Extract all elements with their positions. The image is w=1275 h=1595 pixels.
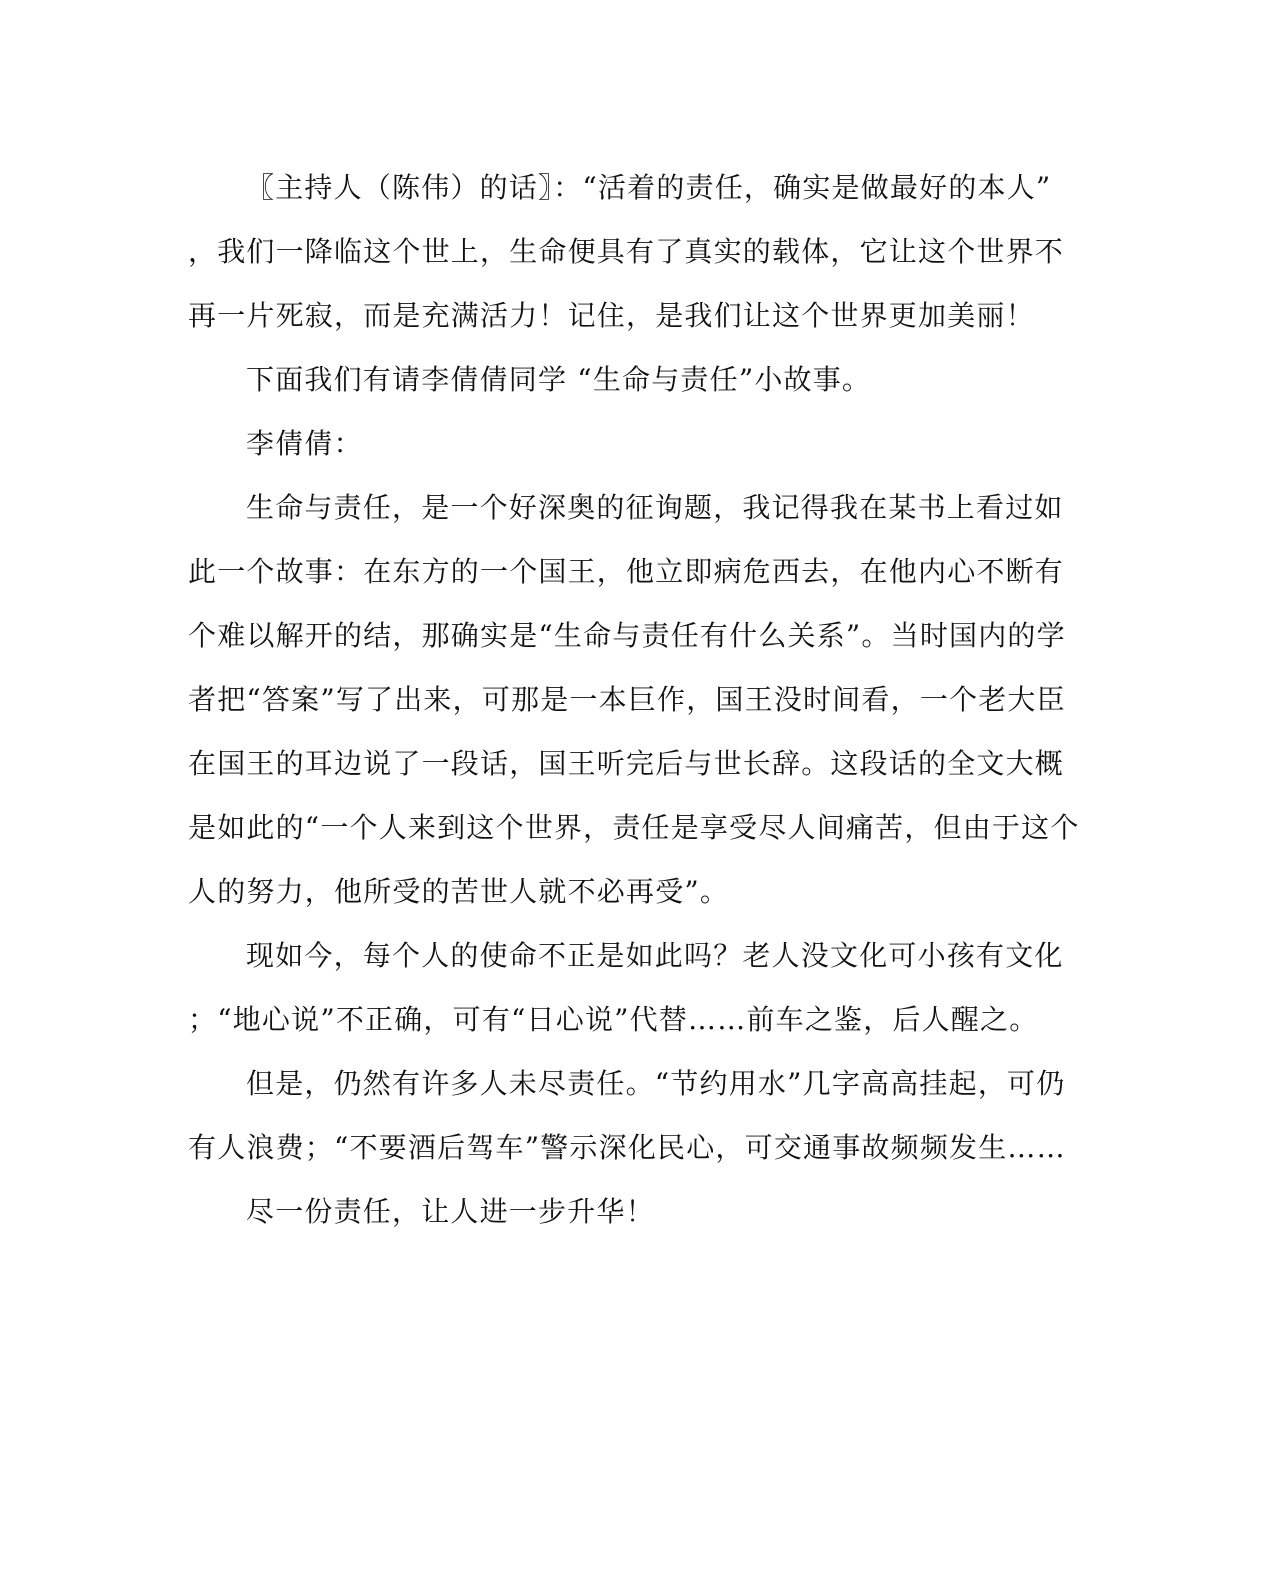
paragraph-host-speech — [188, 156, 1068, 348]
paragraph-line: 下面我们有请李倩倩同学 “生命与责任”小故事。 — [246, 363, 872, 396]
paragraph-conclusion — [188, 1180, 1068, 1244]
paragraph-line: 〖主持人（陈伟）的话〗：“活着的责任，确实是做最好的本人” — [246, 171, 1052, 204]
paragraph-line: 是如此的“一个人来到这个世界，责任是享受尽人间痛苦，但由于这个 — [188, 811, 1080, 844]
paragraph-line: 个难以解开的结，那确实是“生命与责任有什么关系”。当时国内的学 — [188, 619, 1066, 652]
paragraph-line: 再一片死寂，而是充满活力！记住，是我们让这个世界更加美丽！ — [188, 299, 1035, 332]
paragraph-line: 人的努力，他所受的苦世人就不必再受”。 — [188, 875, 730, 908]
paragraph-line: 尽一份责任，让人进一步升华！ — [246, 1195, 655, 1228]
document-body — [188, 156, 1080, 1244]
paragraph-speaker-name — [188, 412, 1068, 476]
paragraph-line: 者把“答案”写了出来，可那是一本巨作，国王没时间看，一个老大臣 — [188, 683, 1066, 716]
paragraph-line: ，我们一降临这个世上，生命便具有了真实的载体，它让这个世界不 — [188, 235, 1065, 268]
speaker-label: 李倩倩： — [246, 427, 363, 460]
paragraph-line: 在国王的耳边说了一段话，国王听完后与世长辞。这段话的全文大概 — [188, 747, 1065, 780]
paragraph-line: 生命与责任，是一个好深奥的征询题，我记得我在某书上看过如 — [246, 491, 1064, 524]
paragraph-invitation — [188, 348, 1068, 412]
paragraph-mission — [188, 924, 1068, 1052]
paragraph-line: ；“地心说”不正确，可有“日心说”代替……前车之鉴，后人醒之。 — [188, 1003, 1039, 1036]
paragraph-examples — [188, 1052, 1068, 1180]
paragraph-line: 此一个故事：在东方的一个国王，他立即病危西去，在他内心不断有 — [188, 555, 1065, 588]
paragraph-line: 现如今，每个人的使命不正是如此吗？老人没文化可小孩有文化 — [246, 939, 1064, 972]
paragraph-line: 但是，仍然有许多人未尽责任。“节约用水”几字高高挂起，可仍 — [246, 1067, 1066, 1100]
paragraph-story — [188, 476, 1080, 924]
paragraph-line: 有人浪费；“不要酒后驾车”警示深化民心，可交通事故频频发生…… — [188, 1131, 1066, 1164]
